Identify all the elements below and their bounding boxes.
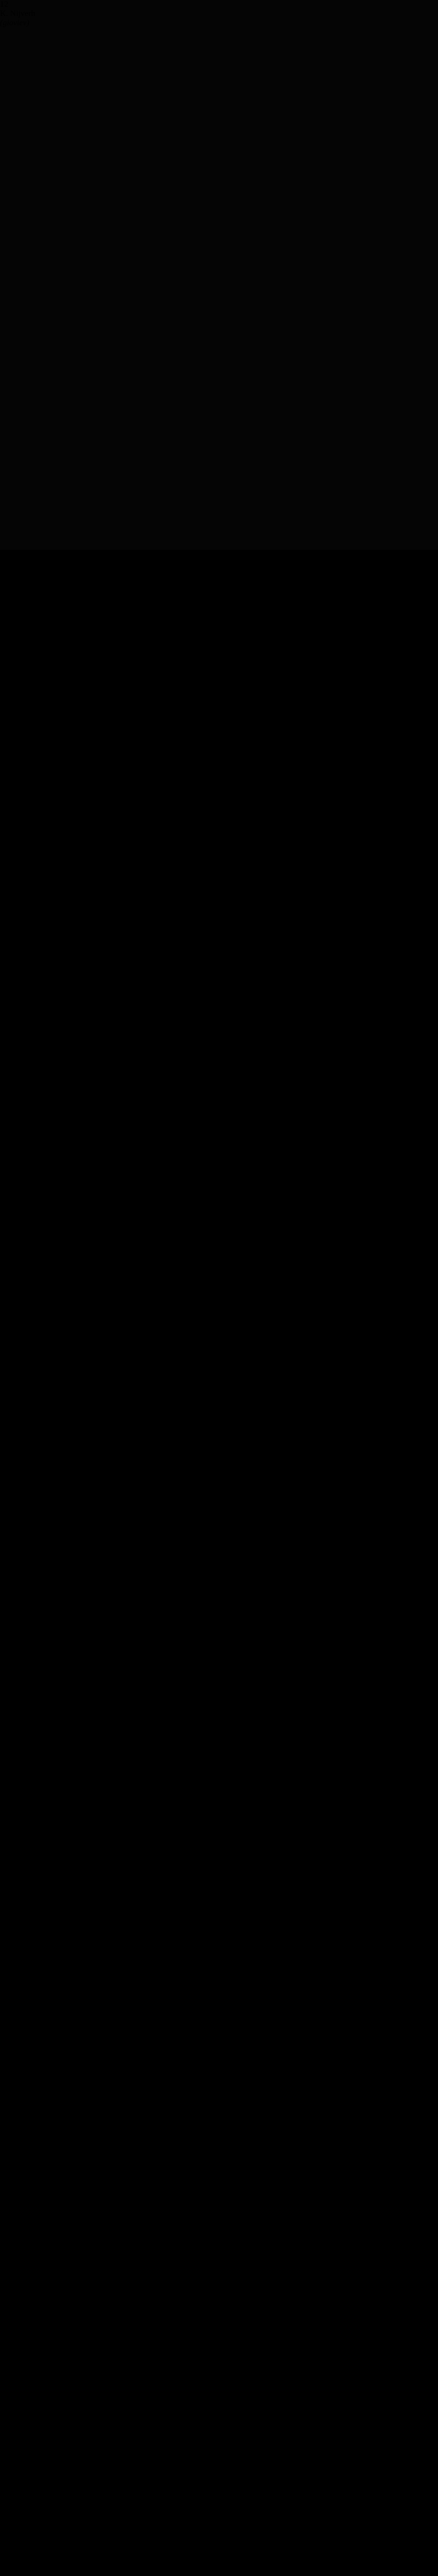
table-cell: 41 883 bbox=[0, 2004, 23, 2012]
table-cell: 43 466 bbox=[0, 1883, 23, 1892]
subgroup-opgewekte-kwh bbox=[0, 863, 103, 882]
table-cell: 430 226 bbox=[0, 1466, 27, 1475]
table-cell: 34 162 bbox=[0, 1290, 23, 1298]
table-cell: 40 417 bbox=[0, 2078, 23, 2087]
row-label: apr. bbox=[0, 2328, 12, 2337]
table-cell: 32 004 bbox=[0, 2171, 23, 2179]
table-cell: 40 817 bbox=[0, 1762, 23, 1771]
table-cell: 482 041 bbox=[0, 1698, 27, 1706]
row-label: okt. bbox=[0, 2495, 13, 2504]
row-label: 1983 bbox=[0, 1688, 16, 1697]
table-cell: 29 069 bbox=[0, 2263, 23, 2272]
bleedthrough-text: Binnenlands bbox=[0, 2569, 41, 2576]
table-cell: 38 922 bbox=[0, 2143, 23, 2151]
column-number-1: 1 bbox=[0, 1030, 4, 1039]
table-cell: 38 551 bbox=[0, 2087, 23, 2096]
row-label: aug. bbox=[0, 2096, 14, 2105]
table-cell: 36 373 bbox=[0, 2282, 23, 2291]
table-cell: 31 200 bbox=[0, 2319, 23, 2328]
table-cell: 14 662 bbox=[0, 1308, 23, 1317]
table-cell: 5 011 bbox=[0, 1169, 19, 1178]
table-cell: 33 469 bbox=[0, 1225, 23, 1233]
row-label: juni bbox=[0, 2384, 13, 2393]
table-cell: 42 406 bbox=[0, 1744, 23, 1753]
column-number-5: 5 bbox=[0, 1067, 4, 1076]
row-label: 1979 bbox=[0, 1475, 16, 1484]
table-cell: 352 359 bbox=[0, 1642, 27, 1651]
chapter-header: K. Nijverh bbox=[0, 9, 36, 18]
table-cell: 37 576 bbox=[0, 1484, 23, 1493]
table-cell: 13 685 bbox=[0, 1113, 23, 1122]
row-label: mrt. bbox=[0, 2300, 14, 2309]
table-cell: 132 863 bbox=[0, 1132, 27, 1141]
column-number-4: 4 bbox=[0, 1058, 4, 1066]
table-cell: 5 203 bbox=[0, 1299, 19, 1308]
bleedthrough-text: Runderen bbox=[0, 2532, 32, 2541]
table-cell: 476 206 bbox=[0, 1596, 27, 1604]
column-header-6: Aruba (W.E.B.) bbox=[0, 1011, 29, 1029]
table-cell: 333 191 bbox=[0, 1586, 27, 1595]
table-cell: 38 097 bbox=[0, 1874, 23, 1883]
table-cell: 6 174 bbox=[0, 1447, 19, 1456]
table-cell: 33 591 bbox=[0, 1827, 23, 1836]
column-number-6: 6 bbox=[0, 1076, 4, 1085]
row-label: feb. bbox=[0, 2273, 13, 2281]
table-cell: 32 088 bbox=[0, 1095, 23, 1104]
table-cell: 212 363 bbox=[0, 1392, 27, 1400]
column-numbers bbox=[0, 1030, 438, 1086]
row-label: sept. bbox=[0, 2124, 15, 2133]
table-cell: 41 342 bbox=[0, 2365, 23, 2374]
table-cell: 32 905 bbox=[0, 1160, 23, 1168]
table-cell: 41 976 bbox=[0, 2161, 23, 2170]
table-cell: 38 064 bbox=[0, 1549, 23, 1558]
section-title-1982: 1982 bbox=[0, 1716, 16, 1725]
table-cell: 39 611 bbox=[0, 2310, 23, 2318]
column-header-5: Curaçao (K.A.E.) bbox=[0, 993, 29, 1011]
table-cell: 173 622 bbox=[0, 1197, 27, 1206]
table-cell: 6 395 bbox=[0, 1382, 19, 1391]
row-label: juli bbox=[0, 2412, 11, 2420]
row-label: 1981 bbox=[0, 1605, 16, 1614]
bleedthrough-text: Curaçao bbox=[0, 2523, 28, 2532]
table-cell: 15 030 bbox=[0, 1373, 23, 1382]
table-cell: 6 209 bbox=[0, 1494, 19, 1502]
table-cell: 402 353 bbox=[0, 1141, 27, 1150]
table-cell: 33 307 bbox=[0, 2486, 23, 2495]
table-cell: 40 994 bbox=[0, 2217, 23, 2226]
table-cell: 38 975 bbox=[0, 1994, 23, 2003]
table-cell: 38 788 bbox=[0, 1846, 23, 1855]
table-cell: . bbox=[0, 1512, 2, 1521]
table-cell: 41 296 bbox=[0, 2189, 23, 2198]
table-cell: 33 911 bbox=[0, 2430, 23, 2439]
table-cell: 31 807 bbox=[0, 1670, 23, 1679]
row-label: dec. bbox=[0, 1865, 14, 1873]
table-cell: 42 651 bbox=[0, 1772, 23, 1781]
table-cell: 33 483 bbox=[0, 2458, 23, 2467]
row-label: sept. bbox=[0, 1781, 15, 1790]
table-cell: 16 331 bbox=[0, 1568, 23, 1577]
row-label: nov. bbox=[0, 2504, 14, 2513]
table-cell: 5 000 bbox=[0, 1104, 19, 1113]
bleedthrough-text: Varkens bbox=[0, 2551, 27, 2560]
column-header-3: Aangesloten percelen (per ult.) bbox=[0, 937, 41, 964]
row-label: 1974 bbox=[0, 1150, 16, 1159]
row-label: 1973 bbox=[0, 1086, 16, 1094]
table-cell: 16 786 bbox=[0, 1633, 23, 1641]
table-cell: 38 241 bbox=[0, 1911, 23, 1920]
table-cell: 476 668 bbox=[0, 1679, 27, 1688]
subgroup-aruba-web: Aruba (W.E.B.) bbox=[0, 854, 52, 862]
row-label: aug. bbox=[0, 2439, 14, 2448]
table-cell: 36 112 bbox=[0, 1948, 23, 1957]
table-cell: 32 939 bbox=[0, 2347, 23, 2355]
row-label: jan. bbox=[0, 1902, 12, 1910]
table-cell: 33 121 bbox=[0, 2375, 23, 2383]
table-body bbox=[0, 1086, 438, 2523]
row-label: 1978 bbox=[0, 1410, 16, 1419]
table-cell: 15 736 bbox=[0, 1438, 23, 1447]
table-cell: 14 388 bbox=[0, 1243, 23, 1252]
bleedthrough-text: Geiten bbox=[0, 2560, 22, 2569]
table-cell: 40 517 bbox=[0, 1790, 23, 1799]
table-cell: 459 022 bbox=[0, 1707, 27, 1716]
section-title-1983: 1983 bbox=[0, 1892, 16, 1901]
row-label: 1976 bbox=[0, 1280, 16, 1289]
bleedthrough-text: Schapen bbox=[0, 2541, 28, 2550]
table-cell: 39 477 bbox=[0, 1614, 23, 1623]
page-paper bbox=[5, 3, 423, 537]
table-cell: 41 151 bbox=[0, 1818, 23, 1827]
column-header-4: Afgeleverde hoeveelheid x 1000 m3 bbox=[0, 965, 41, 992]
column-number-3: 3 bbox=[0, 1048, 4, 1057]
table-cell: 16 083 bbox=[0, 1503, 23, 1512]
row-label: 1980 bbox=[0, 1540, 16, 1549]
table-cell: 39 143 bbox=[0, 2254, 23, 2263]
table-rule bbox=[0, 775, 438, 826]
table-cell: 6 016 bbox=[0, 1364, 19, 1372]
group-header-watervoorziening: Watervoorziening bbox=[0, 826, 59, 835]
table-cell: 36 793 bbox=[0, 1419, 23, 1428]
table-cell: 6 589 bbox=[0, 1429, 19, 1437]
row-label: juli bbox=[0, 2069, 11, 2077]
table-rule bbox=[0, 674, 438, 725]
row-label: mrt. bbox=[0, 1957, 14, 1966]
section-title-1984: 1984 bbox=[0, 2235, 16, 2244]
table-cell: 44 012 bbox=[0, 2115, 23, 2124]
column-header-2: Afgeleverde hoeveelheid x 1000 m3 bbox=[0, 909, 41, 937]
table-cell: 253 470 bbox=[0, 1456, 27, 1465]
row-label: 1982 bbox=[0, 1660, 16, 1669]
table-cell: 424 011 bbox=[0, 1206, 27, 1215]
table-cell: 34 288 bbox=[0, 1939, 23, 1947]
table-cell: 30 567 bbox=[0, 2059, 23, 2068]
row-label: mei bbox=[0, 2356, 12, 2365]
row-label: sept. bbox=[0, 2467, 15, 2476]
table-cell: 6 261 bbox=[0, 1558, 19, 1567]
column-headers bbox=[0, 882, 438, 1030]
bleedthrough-layer bbox=[0, 2523, 438, 2576]
table-cell: 35 278 bbox=[0, 1354, 23, 1363]
row-label: okt. bbox=[0, 1809, 13, 1818]
table-cell: 31 977 bbox=[0, 2402, 23, 2411]
table-cell: 40 939 bbox=[0, 2393, 23, 2402]
table-cell: 14 061 bbox=[0, 1178, 23, 1187]
table-cell: 42 381 bbox=[0, 1800, 23, 1808]
table-cell: 38 147 bbox=[0, 2337, 23, 2346]
column-number-2: 2 bbox=[0, 1039, 4, 1048]
table-cell: 428 371 bbox=[0, 1336, 27, 1345]
row-label: 1975 bbox=[0, 1215, 16, 1224]
subgroup-curacao-dwd: Curaçao (D.W.D.) bbox=[0, 844, 60, 853]
table-cell: 40 583 bbox=[0, 2031, 23, 2040]
row-label: nov. bbox=[0, 2180, 14, 2189]
table-cell: 35 776 bbox=[0, 2226, 23, 2235]
table-cell: 5 752 bbox=[0, 1123, 19, 1131]
table-cell: 488 971 bbox=[0, 1651, 27, 1660]
table-cell: 27 566 bbox=[0, 2291, 23, 2300]
subgroup-opgewekte-line2: x 1000 bbox=[0, 872, 23, 881]
row-label: aug. bbox=[0, 1753, 14, 1762]
page-number: 12 bbox=[0, 0, 8, 9]
table-rule bbox=[0, 725, 438, 775]
table-cell: 36 482 bbox=[0, 1855, 23, 1864]
column-header-1: Aangesloten percelen (per ult.) bbox=[0, 882, 41, 909]
table-cell: 40 964 bbox=[0, 2477, 23, 2485]
table-cell: 6 074 bbox=[0, 1623, 19, 1632]
row-label: feb. bbox=[0, 1929, 13, 1938]
row-label: okt. bbox=[0, 2152, 13, 2161]
row-label: juni bbox=[0, 2041, 13, 2049]
table-cell: 40 255 bbox=[0, 1735, 23, 1743]
row-label: nov. bbox=[0, 1837, 14, 1845]
row-label: dec. bbox=[0, 2208, 14, 2216]
table-cell: 41 092 bbox=[0, 2050, 23, 2059]
row-label: apr. bbox=[0, 1985, 12, 1994]
table-cell: 39 726 bbox=[0, 1967, 23, 1975]
table-cell: 35 749 bbox=[0, 2198, 23, 2207]
table-cell: 5 254 bbox=[0, 1234, 19, 1243]
table-cell: 306 000 bbox=[0, 1521, 27, 1530]
row-label: jan. bbox=[0, 2245, 12, 2253]
table-cell: 403 166 bbox=[0, 1401, 27, 1410]
table-cell: 462 398 bbox=[0, 1531, 27, 1539]
row-label: juli bbox=[0, 1725, 11, 1734]
table-cell: 42 158 bbox=[0, 1920, 23, 1929]
table-rule bbox=[0, 587, 438, 674]
row-label: 1977 bbox=[0, 1345, 16, 1354]
table-cell: 41 474 bbox=[0, 2421, 23, 2430]
row-label: mei bbox=[0, 2013, 12, 2022]
table-cell: 40 837 bbox=[0, 2022, 23, 2031]
table-cell: 6 142 bbox=[0, 1252, 19, 1261]
table-cell: 6 412 bbox=[0, 1317, 19, 1326]
table-cell: 195 045 bbox=[0, 1262, 27, 1270]
table-cell: 414 844 bbox=[0, 1271, 27, 1280]
table-cell: 42 955 bbox=[0, 2449, 23, 2458]
subgroup-opgewekte-line1: Opgewekte kWh. bbox=[0, 863, 58, 872]
row-label: dec. bbox=[0, 2514, 14, 2522]
table-cell: 42 713 bbox=[0, 1976, 23, 1985]
table-cell: 42 258 bbox=[0, 2106, 23, 2114]
table-cell: 6 413 bbox=[0, 1188, 19, 1196]
group-header-elektriciteitsproduktie: Elektriciteitsproduktie bbox=[0, 835, 74, 844]
table-cell: 191 921 bbox=[0, 1327, 27, 1335]
table-cell: 6 596 bbox=[0, 1577, 19, 1586]
bleedthrough-text: (gioviev) bbox=[0, 19, 29, 27]
table-cell: 41 942 bbox=[0, 2133, 23, 2142]
